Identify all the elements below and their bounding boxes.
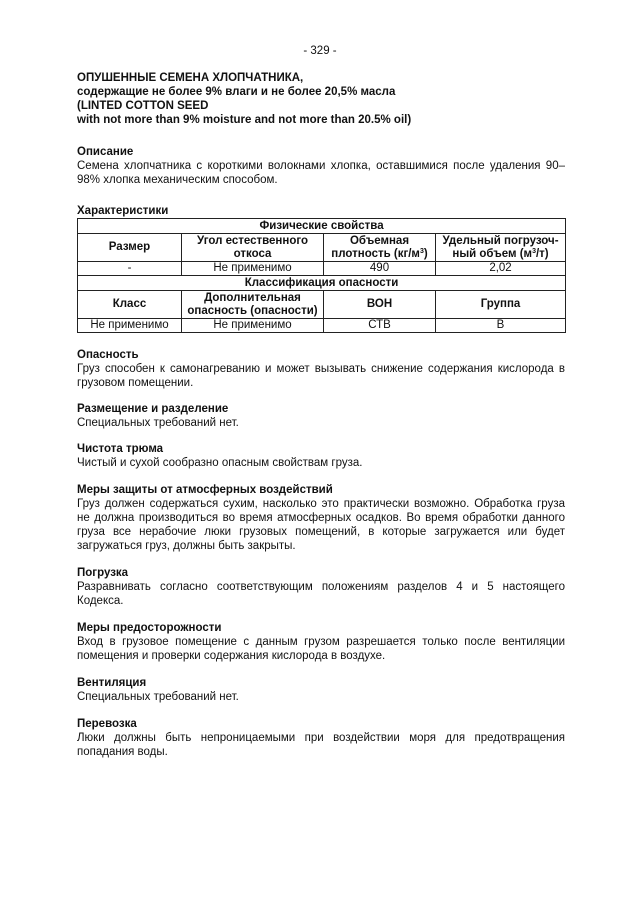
section-hazard (77, 348, 565, 390)
hold-cleanliness-text: Чистый и сухой сообразно опасным свойствам груза. (77, 457, 363, 469)
cell-volume: 2,02 (436, 262, 566, 276)
page-number: - 329 - (303, 45, 337, 57)
section-weather-precautions (77, 483, 565, 553)
col-mhb: ВОН (324, 291, 436, 319)
title-line-4: with not more than 9% moisture and not more than 20.5% oil) (77, 114, 412, 126)
col-stowage-factor: Удельный погрузоч-ный объем $(м^3/т)$ (436, 234, 566, 262)
ventilation-heading: Вентиляция (77, 677, 147, 689)
section-hold-cleanliness (77, 442, 565, 470)
stowage-heading: Размещение и разделение (77, 403, 229, 415)
characteristics-table (77, 218, 566, 333)
title-line-1: ОПУШЕННЫЕ СЕМЕНА ХЛОПЧАТНИКА, (77, 72, 304, 84)
description-text: Семена хлопчатника с короткими волокнами хлопка, оставшимися после удаления 90–98% хлопка механическим способом. (77, 160, 565, 186)
ventilation-text: Специальных требований нет. (77, 691, 239, 703)
col-angle-of-repose: Угол естественного откоса (182, 234, 324, 262)
title-line-2: содержащие не более 9% влаги и не более 20,5% масла (77, 86, 396, 98)
physical-properties-header: Физические свойства (78, 219, 566, 234)
stowage-text: Специальных требований нет. (77, 417, 239, 429)
weather-precautions-text: Груз должен содержаться сухим, насколько это практически возможно. Обработка груза не должна производиться во время атмосферных осадков. Во время обработки данного груза все нерабочие люки грузовых помещений, в которые загружается или будет загружаться груз, должны быть закрыты. (77, 498, 565, 552)
col-size: Размер (78, 234, 182, 262)
document-content (77, 71, 565, 759)
cell-size: - (78, 262, 182, 276)
precautions-heading: Меры предосторожности (77, 622, 222, 634)
section-description (77, 145, 565, 187)
cell-density: 490 (324, 262, 436, 276)
carriage-heading: Перевозка (77, 718, 137, 730)
section-characteristics (77, 204, 565, 333)
section-stowage (77, 402, 565, 430)
section-loading (77, 566, 565, 608)
description-heading: Описание (77, 146, 134, 158)
section-carriage (77, 717, 565, 759)
loading-heading: Погрузка (77, 567, 129, 579)
cell-mhb: СТВ (324, 319, 436, 333)
cargo-title (77, 71, 565, 127)
characteristics-heading: Характеристики (77, 205, 169, 217)
hazard-text: Груз способен к самонагреванию и может вызывать снижение содержания кислорода в грузовом помещении. (77, 363, 565, 389)
loading-text: Разравнивать согласно соответствующим положениям разделов 4 и 5 настоящего Кодекса. (77, 581, 565, 607)
hold-cleanliness-heading: Чистота трюма (77, 443, 164, 455)
cell-angle: Не применимо (182, 262, 324, 276)
carriage-text: Люки должны быть непроницаемыми при воздействии моря для предотвращения попадания воды. (77, 732, 565, 758)
section-ventilation (77, 676, 565, 704)
precautions-text: Вход в грузовое помещение с данным грузом разрешается только после вентиляции помещения и проверки содержания кислорода в воздухе. (77, 636, 565, 662)
weather-precautions-heading: Меры защиты от атмосферных воздействий (77, 484, 333, 496)
cell-subsidiary: Не применимо (182, 319, 324, 333)
cell-class: Не применимо (78, 319, 182, 333)
hazard-classification-header: Классификация опасности (78, 276, 566, 291)
col-bulk-density: Объемная плотность $(кг/м^3)$ (324, 234, 436, 262)
cell-group: В (436, 319, 566, 333)
title-line-3: (LINTED COTTON SEED (77, 100, 209, 112)
section-precautions (77, 621, 565, 663)
col-subsidiary-hazard: Дополнительная опасность (опасности) (182, 291, 324, 319)
col-group: Группа (436, 291, 566, 319)
col-class: Класс (78, 291, 182, 319)
hazard-heading: Опасность (77, 349, 139, 361)
